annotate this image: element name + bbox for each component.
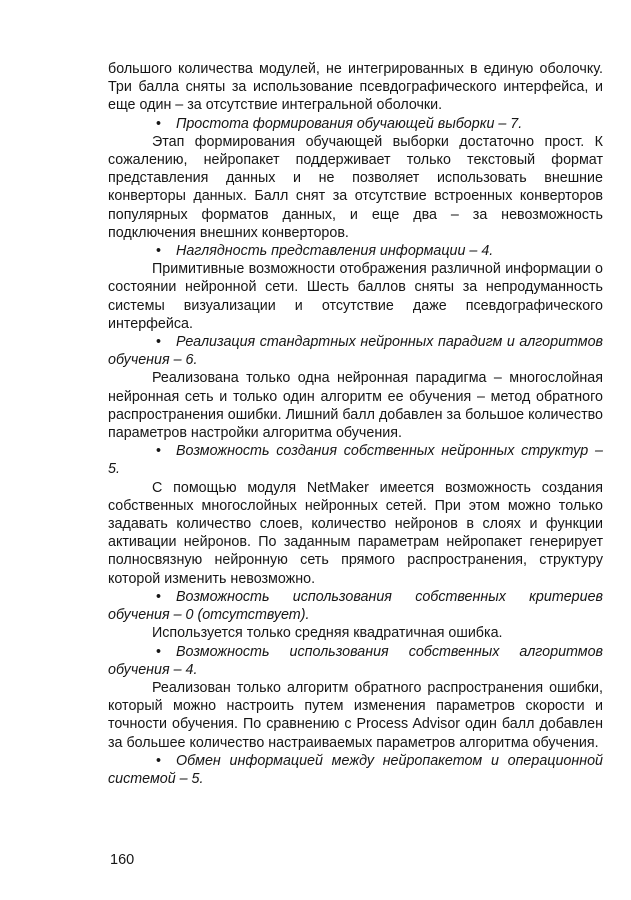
- bullet-item: • Реализация стандартных нейронных парадигм и алгоритмов обучения – 6.: [108, 334, 603, 369]
- paragraph: Используется только средняя квадратичная ошибка.: [152, 625, 503, 642]
- paragraph: Реализован только алгоритм обратного распространения ошибки, который можно настроить путем изменения параметров скорости и точности обучения. По сравнению с Process Advisor один балл добавлен за большее количество настраиваемых параметров алгоритма обучения.: [108, 679, 603, 751]
- bullet-marker: •: [156, 643, 162, 660]
- bullet-marker: •: [156, 334, 162, 351]
- paragraph: С помощью модуля NetMaker имеется возможность создания собственных многослойных нейронных сетей. При этом можно только задавать количество слоев, количество нейронов в слоях и функции активации нейронов. По заданным параметрам нейропакет генерирует полносвязную нейронную сеть прямого распространения, структуру которой изменить невозможно.: [108, 479, 603, 587]
- bullet-marker: •: [156, 588, 162, 605]
- page-number: 160: [110, 852, 135, 868]
- bullet-item: • Возможность использования собственных алгоритмов обучения – 4.: [108, 643, 603, 678]
- bullet-item: • Возможность создания собственных нейронных структур – 5.: [108, 443, 603, 478]
- body-text: [108, 60, 603, 788]
- bullet-marker: •: [156, 443, 162, 460]
- paragraph: Примитивные возможности отображения различной информации о состоянии нейронной сети. Шесть баллов сняты за непродуманность системы визуализации и отсутствие даже псевдографического интерфейса.: [108, 261, 603, 332]
- bullet-marker: •: [156, 115, 162, 132]
- bullet-marker: •: [156, 752, 162, 769]
- bullet-item: • Возможность использования собственных критериев обучения – 0 (отсутствует).: [108, 588, 603, 624]
- bullet-item: • Обмен информацией между нейропакетом и операционной системой – 5.: [108, 752, 603, 787]
- bullet-item: • Наглядность представления информации – 4.: [156, 243, 494, 260]
- bullet-item: • Простота формирования обучающей выборки – 7.: [156, 115, 523, 132]
- paragraph: Этап формирования обучающей выборки достаточно прост. К сожалению, нейропакет поддерживает только текстовый формат представления данных и не позволяет использовать внешние конверторы данных. Балл снят за отсутствие встроенных конверторов популярных форматов данных, и еще два – за невозможность подключения внешних конверторов.: [108, 133, 603, 241]
- paragraph: большого количества модулей, не интегрированных в единую оболочку. Три балла сняты за использование псевдографического интерфейса, и еще один – за отсутствие интегральной оболочки.: [108, 61, 603, 114]
- paragraph: Реализована только одна нейронная парадигма – многослойная нейронная сеть и только один алгоритм ее обучения – метод обратного распространения ошибки. Лишний балл добавлен за большое количество параметров настройки алгоритма обучения.: [108, 370, 603, 442]
- bullet-marker: •: [156, 243, 162, 260]
